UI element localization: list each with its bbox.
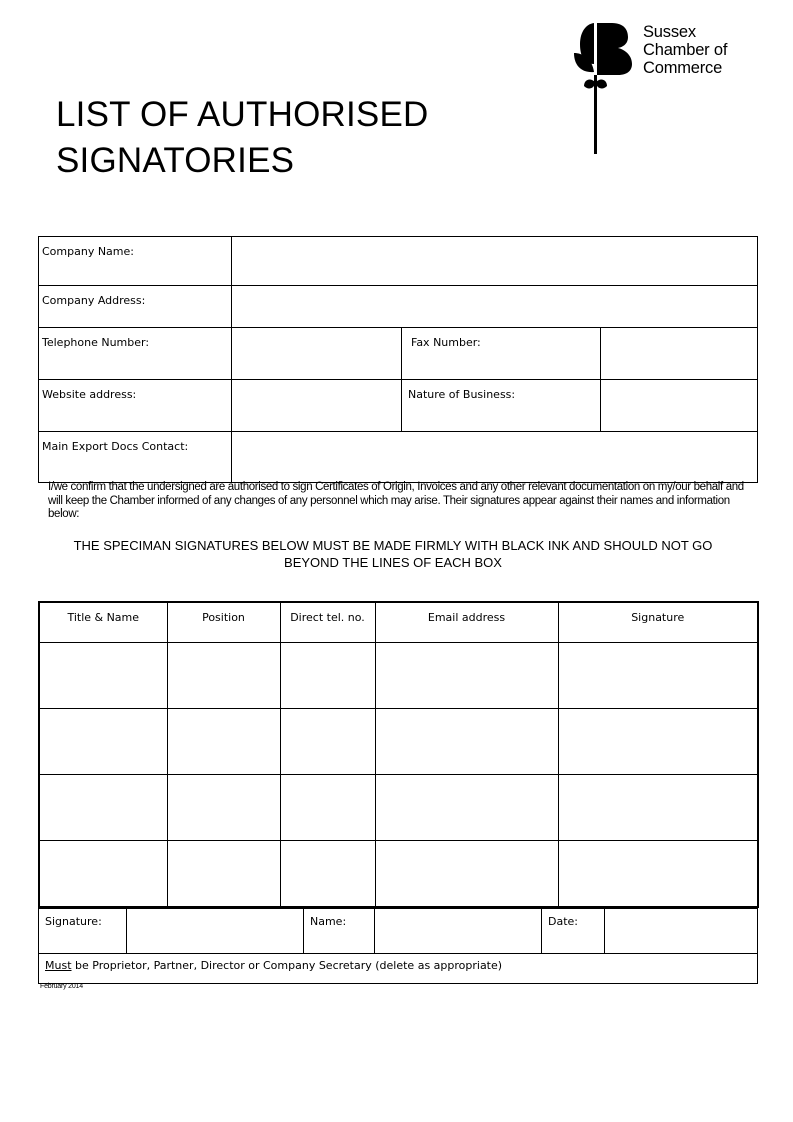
position-field[interactable]	[167, 841, 280, 908]
speciman-signature-notice: THE SPECIMAN SIGNATURES BELOW MUST BE MADE FIRMLY WITH BLACK INK AND SHOULD NOT GO BEYOND THE LINES OF EACH BOX	[73, 538, 713, 570]
telephone-field[interactable]	[232, 328, 402, 380]
signatory-role-note	[39, 954, 757, 972]
company-name-field[interactable]	[232, 237, 758, 286]
note-emphasis: Must	[45, 959, 72, 972]
company-name-label: Company Name:	[42, 245, 134, 258]
email-field[interactable]	[375, 643, 558, 709]
document-date-stamp: February 2014	[40, 983, 83, 990]
note-rest: be Proprietor, Partner, Director or Company Secretary (delete as appropriate)	[71, 959, 503, 972]
logo-text: Sussex Chamber of Commerce	[643, 23, 728, 77]
signature-box[interactable]	[558, 841, 758, 908]
chamber-logo	[570, 20, 770, 160]
col-header-title-name: Title & Name	[39, 602, 167, 643]
table-row	[39, 775, 758, 841]
signature-box[interactable]	[558, 775, 758, 841]
email-field[interactable]	[375, 709, 558, 775]
leaf-b-logo-icon	[570, 20, 640, 160]
fax-label-cell	[402, 328, 601, 380]
title-name-field[interactable]	[39, 643, 167, 709]
nature-of-business-label: Nature of Business:	[408, 388, 516, 401]
export-contact-field[interactable]	[232, 432, 758, 483]
title-name-field[interactable]	[39, 709, 167, 775]
fax-field[interactable]	[601, 328, 758, 380]
signature-box[interactable]	[558, 643, 758, 709]
footer-signature-label-cell	[39, 909, 127, 954]
page-title	[56, 92, 428, 184]
company-address-label: Company Address:	[42, 294, 146, 307]
title-line-1: LIST OF AUTHORISED	[56, 95, 429, 134]
export-contact-label-cell	[39, 432, 232, 483]
export-contact-label: Main Export Docs Contact:	[42, 440, 189, 453]
direct-tel-field[interactable]	[280, 709, 375, 775]
footer-name-field[interactable]	[375, 909, 542, 954]
authorisation-footer-table	[38, 908, 758, 984]
position-field[interactable]	[167, 775, 280, 841]
direct-tel-field[interactable]	[280, 643, 375, 709]
direct-tel-field[interactable]	[280, 775, 375, 841]
footer-name-label-cell	[304, 909, 375, 954]
col-header-position: Position	[167, 602, 280, 643]
table-row	[39, 643, 758, 709]
table-row	[39, 709, 758, 775]
email-field[interactable]	[375, 841, 558, 908]
company-name-label-cell	[39, 237, 232, 286]
footer-date-label: Date:	[548, 915, 578, 928]
signature-box[interactable]	[558, 709, 758, 775]
fax-label: Fax Number:	[411, 336, 481, 349]
col-header-direct-tel: Direct tel. no.	[280, 602, 375, 643]
company-address-label-cell	[39, 286, 232, 328]
footer-date-field[interactable]	[605, 909, 758, 954]
nature-of-business-label-cell	[402, 380, 601, 432]
footer-name-label: Name:	[310, 915, 347, 928]
confirmation-statement: I/we confirm that the undersigned are authorised to sign Certificates of Origin, Invoices and any other relevant documentation on my/our behalf and will keep the Chamber informed of any changes of any personnel which may arise. Their signatures appear against their names and information below:	[48, 481, 744, 520]
title-name-field[interactable]	[39, 775, 167, 841]
title-name-field[interactable]	[39, 841, 167, 908]
signatories-header-row	[39, 602, 758, 643]
company-address-field[interactable]	[232, 286, 758, 328]
table-row	[39, 841, 758, 908]
company-details-table	[38, 236, 758, 483]
telephone-label: Telephone Number:	[42, 336, 150, 349]
signatory-role-note-cell	[39, 954, 758, 984]
email-field[interactable]	[375, 775, 558, 841]
website-field[interactable]	[232, 380, 402, 432]
direct-tel-field[interactable]	[280, 841, 375, 908]
telephone-label-cell	[39, 328, 232, 380]
nature-of-business-field[interactable]	[601, 380, 758, 432]
title-line-2: SIGNATORIES	[56, 141, 295, 180]
signatories-table	[38, 601, 759, 908]
website-label-cell	[39, 380, 232, 432]
col-header-email: Email address	[375, 602, 558, 643]
position-field[interactable]	[167, 643, 280, 709]
footer-date-label-cell	[542, 909, 605, 954]
col-header-signature: Signature	[558, 602, 758, 643]
footer-signature-field[interactable]	[127, 909, 304, 954]
website-label: Website address:	[42, 388, 137, 401]
position-field[interactable]	[167, 709, 280, 775]
footer-signature-label: Signature:	[45, 915, 102, 928]
